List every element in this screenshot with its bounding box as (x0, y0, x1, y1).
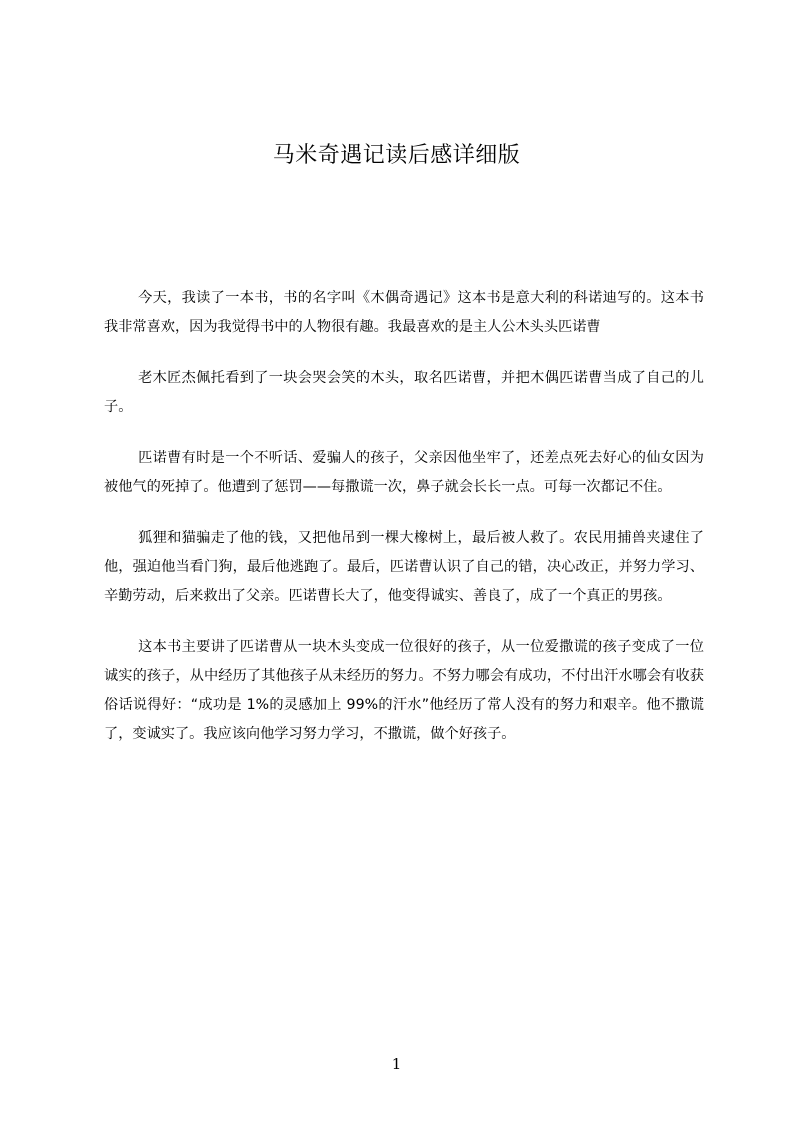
paragraph-4: 狐狸和猫骗走了他的钱，又把他吊到一棵大橡树上，最后被人救了。农民用捕兽夹逮住了他，强迫他当看门狗，最后他逃跑了。最后，匹诺曹认识了自己的错，决心改正，并努力学习、辛勤劳动，后来救出了父亲。匹诺曹长大了，他变得诚实、善良了，成了一个真正的男孩。 (104, 530, 704, 604)
page-number: 1 (391, 1055, 402, 1073)
document-title: 马米奇遇记读后感详细版 (272, 143, 521, 168)
document-body (104, 284, 704, 771)
paragraph-3: 匹诺曹有时是一个不听话、爱骗人的孩子，父亲因他坐牢了，还差点死去好心的仙女因为被他气的死掉了。他遭到了惩罚——每撒谎一次，鼻子就会长长一点。可每一次都记不住。 (104, 450, 704, 495)
paragraph-1: 今天，我读了一本书，书的名字叫《木偶奇遇记》这本书是意大利的科诺迪写的。这本书我非常喜欢，因为我觉得书中的人物很有趣。我最喜欢的是主人公木头头匹诺曹 (104, 290, 704, 335)
paragraph-5: 这本书主要讲了匹诺曹从一块木头变成一位很好的孩子，从一位爱撒谎的孩子变成了一位诚实的孩子，从中经历了其他孩子从未经历的努力。不努力哪会有成功，不付出汗水哪会有收获俗话说得好：“成功是 1%的灵感加上 99%的汗水”他经历了常人没有的努力和艰辛。他不撒谎了，变诚实了。我应该向他学习努力学习，不撒谎，做个好孩子。 (104, 639, 704, 742)
paragraph-2: 老木匠杰佩托看到了一块会哭会笑的木头，取名匹诺曹，并把木偶匹诺曹当成了自己的儿子。 (104, 370, 704, 415)
